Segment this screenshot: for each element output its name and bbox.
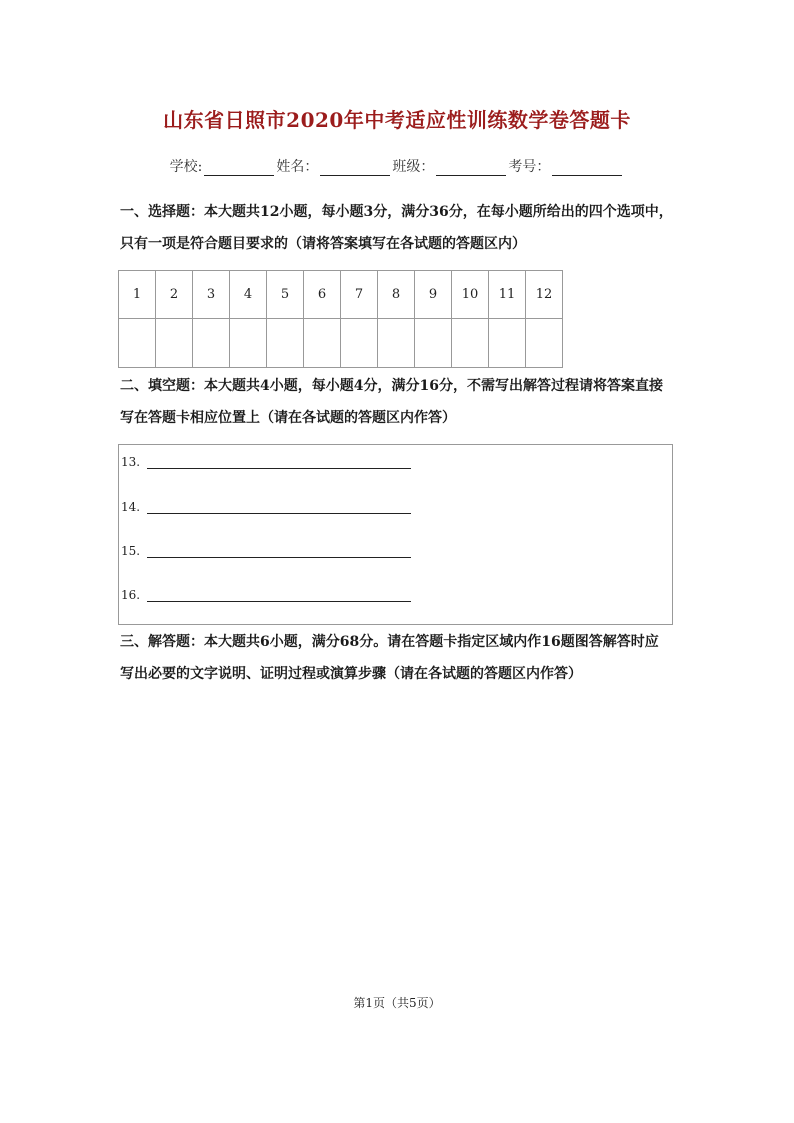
exam-number-blank[interactable] [552,160,622,176]
choice-answer-cell-1[interactable] [119,319,156,368]
choice-number-cell: 1 [119,271,156,319]
section-choice-instructions [120,196,680,260]
name-field [276,156,392,176]
page-title: 山东省日照市2020年中考适应性训练数学卷答题卡 [163,108,631,132]
choice-answer-cell-7[interactable] [341,319,378,368]
exam-number-label: 考号： [508,159,551,175]
fill-number: 13. [121,455,141,469]
choice-answer-cell-3[interactable] [193,319,230,368]
choice-answer-cell-6[interactable] [304,319,341,368]
choice-answer-cell-11[interactable] [489,319,526,368]
choice-answer-cell-8[interactable] [378,319,415,368]
school-label: 学校: [169,159,203,175]
choice-answer-cell-2[interactable] [156,319,193,368]
school-blank[interactable] [204,160,274,176]
choice-number-row [119,271,563,319]
fill-answer-line-15[interactable] [147,545,411,558]
section-fill-instructions [120,370,680,434]
choice-number-cell: 2 [156,271,193,319]
fill-item-16 [121,588,411,602]
choice-number-cell: 11 [489,271,526,319]
choice-number-cell: 10 [452,271,489,319]
fill-item-13 [121,455,411,469]
choice-answer-cell-12[interactable] [526,319,563,368]
choice-answer-row [119,319,563,368]
fill-answer-line-14[interactable] [147,501,411,514]
section-fill-line2: 写在答题卡相应位置上（请在各试题的答题区内作答） [120,410,456,426]
choice-answer-cell-10[interactable] [452,319,489,368]
class-field [392,156,508,176]
choice-number-cell: 6 [304,271,341,319]
section-fill-line1: 二、填空题：本大题共4小题，每小题4分，满分16分，不需写出解答过程请将答案直接 [120,378,663,394]
choice-answer-cell-4[interactable] [230,319,267,368]
choice-number-cell: 9 [415,271,452,319]
section-solve-line2: 写出必要的文字说明、证明过程或演算步骤（请在各试题的答题区内作答） [120,666,582,682]
school-field [170,156,277,176]
fill-answer-line-13[interactable] [147,456,411,469]
choice-number-cell: 7 [341,271,378,319]
choice-number-cell: 12 [526,271,563,319]
choice-number-cell: 8 [378,271,415,319]
fill-item-15 [121,544,411,558]
page-footer: 第1页（共5页） [353,996,441,1010]
name-blank[interactable] [320,160,390,176]
fill-item-14 [121,500,411,514]
exam-number-field [508,156,624,176]
class-blank[interactable] [436,160,506,176]
section-choice-line1: 一、选择题：本大题共12小题，每小题3分，满分36分，在每小题所给出的四个选项中， [120,204,673,220]
choice-number-cell: 5 [267,271,304,319]
fill-number: 16. [121,588,141,602]
fill-answer-box [118,444,673,625]
fill-answer-line-16[interactable] [147,589,411,602]
fill-number: 15. [121,544,141,558]
fill-number: 14. [121,500,141,514]
choice-number-cell: 4 [230,271,267,319]
choice-answer-cell-9[interactable] [415,319,452,368]
section-solve-line1: 三、解答题：本大题共6小题，满分68分。请在答题卡指定区域内作16题图答解答时应 [120,634,659,650]
section-choice-line2: 只有一项是符合题目要求的（请将答案填写在各试题的答题区内） [120,236,526,252]
name-label: 姓名： [276,159,319,175]
choice-answer-cell-5[interactable] [267,319,304,368]
class-label: 班级： [392,159,435,175]
choice-number-cell: 3 [193,271,230,319]
student-info-row [0,156,794,176]
choice-answer-table [118,270,563,368]
section-solve-instructions [120,626,680,690]
